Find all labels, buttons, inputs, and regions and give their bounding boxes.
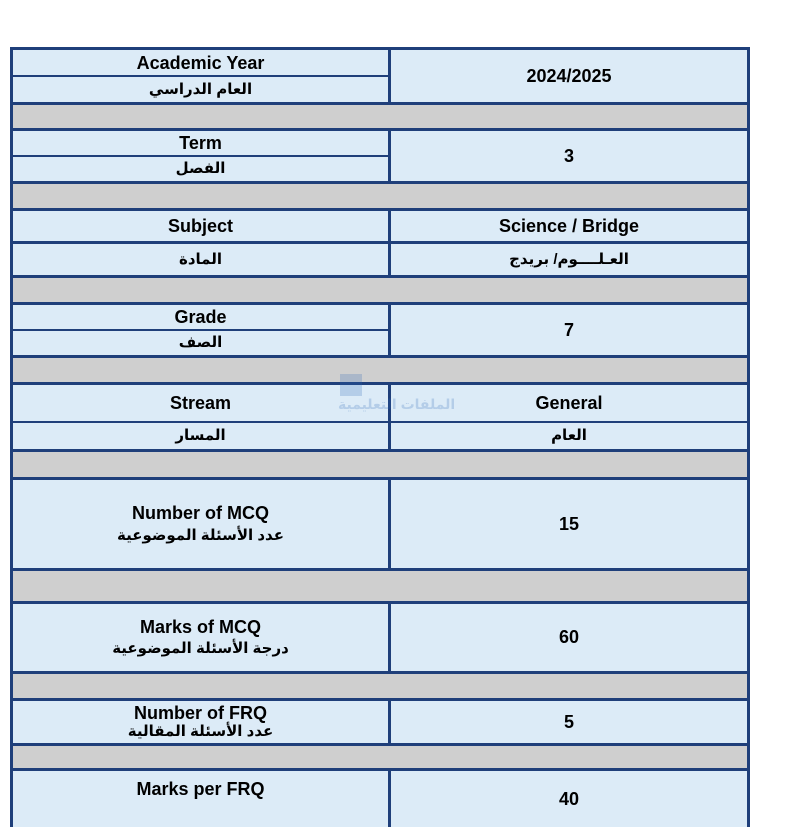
watermark-text: الملفات التعليمية [338, 396, 456, 412]
row-separator [13, 746, 747, 768]
frq-marks-label [13, 771, 388, 827]
stream-value-en: General [391, 385, 747, 421]
subject-value-en: Science / Bridge [391, 211, 747, 241]
subject-value-ar: العـلــــوم/ بريدج [391, 244, 747, 275]
term-label-en: Term [13, 131, 388, 155]
row-separator [13, 184, 747, 208]
academic-year-label-en: Academic Year [13, 50, 388, 75]
mcq-marks-label-en: Marks of MCQ [139, 617, 262, 637]
row-separator [13, 452, 747, 477]
row-separator [13, 278, 747, 302]
grade-value: 7 [391, 305, 747, 355]
frq-count-value: 5 [391, 701, 747, 743]
row-separator [13, 674, 747, 698]
frq-count-label-ar: عدد الأسئلة المقالية [127, 723, 274, 740]
grade-label-ar: الصف [13, 331, 388, 355]
stream-label-en: Stream [13, 385, 388, 421]
exam-info-table [10, 47, 750, 827]
frq-marks-label-en: Marks per FRQ [136, 779, 265, 799]
mcq-count-value: 15 [391, 480, 747, 568]
frq-count-label [13, 701, 388, 743]
subject-label-ar: المادة [13, 244, 388, 275]
stream-value-ar: العام [391, 423, 747, 449]
term-value: 3 [391, 131, 747, 181]
watermark-logo-icon [340, 374, 362, 396]
frq-marks-value-text: 40 [558, 789, 580, 809]
watermark-logo [330, 370, 460, 420]
subject-label-en: Subject [13, 211, 388, 241]
mcq-marks-label-ar: درجة الأسئلة الموضوعية [112, 640, 289, 657]
row-separator [13, 105, 747, 128]
frq-marks-value [391, 771, 747, 827]
frq-count-label-en: Number of FRQ [134, 703, 267, 723]
mcq-count-label-ar: عدد الأسئلة الموضوعية [117, 527, 284, 544]
mcq-marks-value: 60 [391, 604, 747, 671]
mcq-marks-label [13, 604, 388, 671]
mcq-count-label [13, 480, 388, 568]
row-separator [13, 571, 747, 601]
academic-year-label-ar: العام الدراسي [13, 77, 388, 102]
academic-year-value: 2024/2025 [391, 50, 747, 102]
mcq-count-label-en: Number of MCQ [132, 503, 269, 523]
grade-label-en: Grade [13, 305, 388, 329]
term-label-ar: الفصل [13, 157, 388, 181]
stream-label-ar: المسار [13, 423, 388, 449]
